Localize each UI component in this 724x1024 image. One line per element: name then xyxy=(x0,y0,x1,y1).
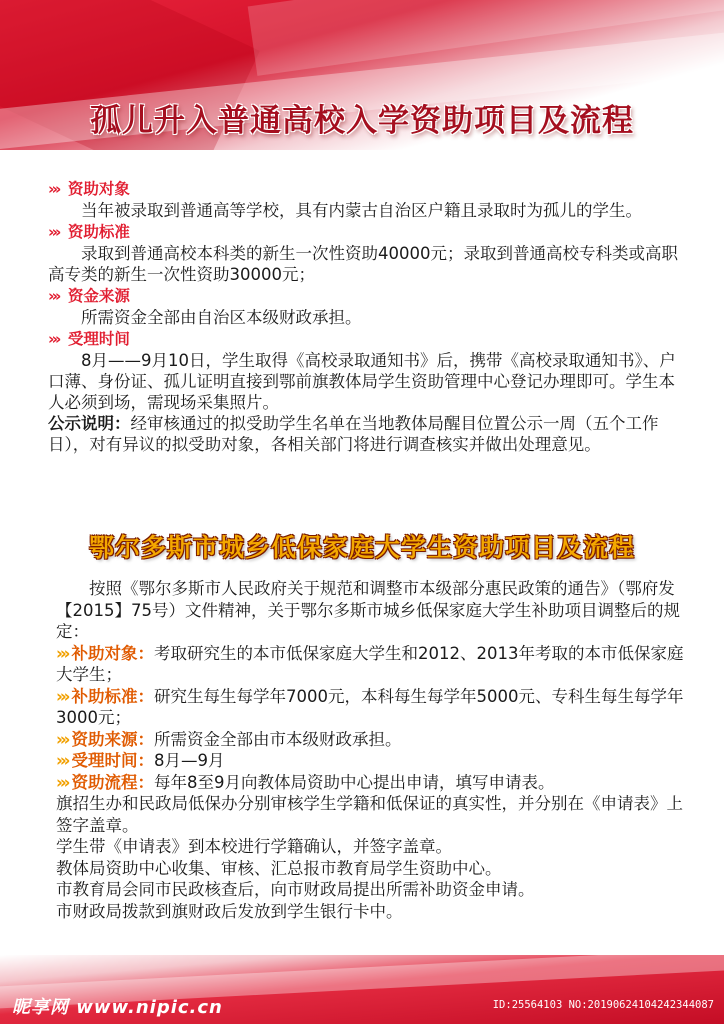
list-item: »› 补助对象：考取研究生的本市低保家庭大学生和2012、2013年考取的本市低保家庭大学生； xyxy=(56,643,684,684)
section-heading: »› 资助标准 xyxy=(48,223,130,241)
double-chevron-icon: »› xyxy=(48,330,59,348)
paragraph: 所需资金全部由自治区本级财政承担。 xyxy=(81,308,362,327)
double-chevron-icon: »› xyxy=(56,643,68,663)
double-chevron-icon: »› xyxy=(56,729,68,749)
section-heading: »› 资金来源 xyxy=(48,287,130,305)
section2-content xyxy=(56,578,692,922)
double-chevron-icon: »› xyxy=(48,180,59,198)
process-line: 市财政局拨款到旗财政后发放到学生银行卡中。 xyxy=(56,901,403,921)
double-chevron-icon: »› xyxy=(56,772,68,792)
section1-content xyxy=(48,178,688,455)
watermark-id: ID:25564103 NO:20190624104242344087 xyxy=(492,999,714,1011)
watermark-logo: 昵享网 www.nipic.cn xyxy=(12,997,223,1018)
notice-paragraph xyxy=(48,413,688,455)
double-chevron-icon: »› xyxy=(48,287,59,305)
page-title: 孤儿升入普通高校入学资助项目及流程 xyxy=(90,103,634,139)
intro-paragraph: 按照《鄂尔多斯市人民政府关于规范和调整市本级部分惠民政策的通告》（鄂府发【2015】75号）文件精神，关于鄂尔多斯市城乡低保家庭大学生补助项目调整后的规定： xyxy=(56,579,680,641)
process-line: 市教育局会同市民政核查后，向市财政局提出所需补助资金申请。 xyxy=(56,880,535,899)
section-heading: »› 资助对象 xyxy=(48,180,130,198)
paragraph: 录取到普通高校本科类的新生一次性资助40000元；录取到普通高校专科类或高职高专类的新生一次性资助30000元； xyxy=(48,244,678,284)
notice-text: 经审核通过的拟受助学生名单在当地教体局醒目位置公示一周（五个工作日），对有异议的拟受助对象，各相关部门将进行调查核实并做出处理意见。 xyxy=(48,414,659,454)
list-item: »› 受理时间：8月—9月 xyxy=(56,751,225,770)
section2-title: 鄂尔多斯市城乡低保家庭大学生资助项目及流程 xyxy=(88,533,635,562)
process-line: 学生带《申请表》到本校进行学籍确认，并签字盖章。 xyxy=(56,837,452,856)
list-item: »› 资助流程：每年8至9月向教体局资助中心提出申请，填写申请表。 xyxy=(56,772,555,792)
list-item: »› 资助来源：所需资金全部由市本级财政承担。 xyxy=(56,729,402,749)
section-heading: »› 受理时间 xyxy=(48,330,130,348)
paragraph: 8月——9月10日，学生取得《高校录取通知书》后，携带《高校录取通知书》、户口薄、身份证、孤儿证明直接到鄂前旗教体局学生资助管理中心登记办理即可。学生本人必须到场，需现场采集照片。 xyxy=(48,351,676,412)
double-chevron-icon: »› xyxy=(48,223,59,241)
process-line: 旗招生办和民政局低保办分别审核学生学籍和低保证的真实性，并分别在《申请表》上签字盖章。 xyxy=(56,794,683,835)
notice-label: 公示说明： xyxy=(48,414,131,433)
double-chevron-icon: »› xyxy=(56,686,68,706)
process-line: 教体局资助中心收集、审核、汇总报市教育局学生资助中心。 xyxy=(56,858,502,878)
paragraph: 当年被录取到普通高等学校，具有内蒙古自治区户籍且录取时为孤儿的学生。 xyxy=(81,201,642,220)
double-chevron-icon: »› xyxy=(56,751,68,770)
list-item: »› 补助标准：研究生每生每学年7000元，本科每生每学年5000元、专科生每生每学年3000元； xyxy=(56,686,684,727)
